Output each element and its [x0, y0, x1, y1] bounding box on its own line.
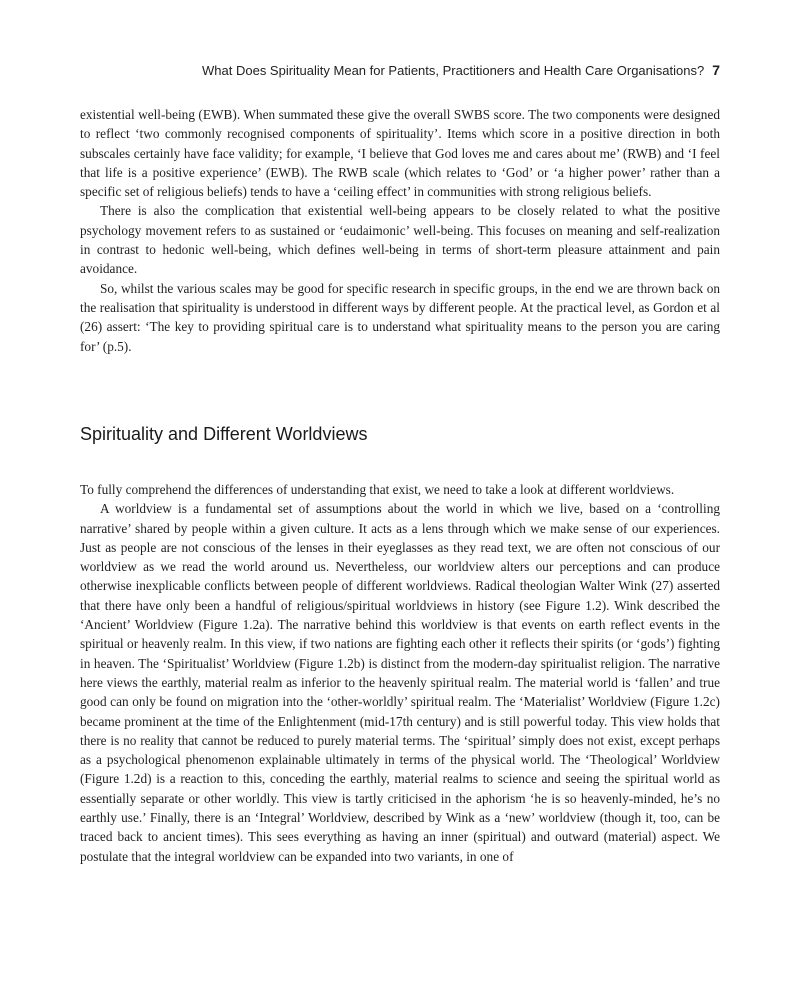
section-text-block: [80, 480, 720, 866]
paragraph: To fully comprehend the differences of understanding that exist, we need to take a look at different worldviews.: [80, 482, 675, 497]
running-title: What Does Spirituality Mean for Patients, Practitioners and Health Care Organisations?: [202, 63, 705, 78]
paragraph: existential well-being (EWB). When summated these give the overall SWBS score. The two components were designed to reflect ‘two commonly recognised components of spirituality’. Items which score in a positive direction in both subscales certainly have face validity; for example, ‘I believe that God loves me and cares about me’ (RWB) and ‘I feel that life is a positive experience’ (EWB). The RWB scale (which relates to ‘God’ or ‘a higher power’ rather than a specific set of religious beliefs) tends to have a ‘ceiling effect’ in communities with strong religious beliefs.: [80, 107, 720, 200]
paragraph: So, whilst the various scales may be good for specific research in specific groups, in the end we are thrown back on the realisation that spirituality is understood in different ways by different people. At the practical level, as Gordon et al (26) assert: ‘The key to providing spiritual care is to understand what spirituality means to the person you are caring for’ (p.5).: [80, 280, 720, 354]
paragraph: A worldview is a fundamental set of assumptions about the world in which we live, based on a ‘controlling narrative’ shared by people within a given culture. It acts as a lens through which we make sense of our experiences. Just as people are not conscious of the lenses in their eyeglasses as they read text, we are often not conscious of our worldview as we read the world around us. Nevertheless, our worldview alters our perceptions and can produce otherwise inexplicable conflicts between people of different worldviews. Radical theologian Walter Wink (27) asserted that there have only been a handful of religious/spiritual worldviews in history (see Figure 1.2). Wink described the ‘Ancient’ Worldview (Figure 1.2a). The narrative behind this worldview is that events on earth reflect events in the spiritual or heavenly realm. In this view, if two nations are fighting each other it reflects their spirits (or ‘gods’) fighting in heaven. The ‘Spiritualist’ Worldview (Figure 1.2b) is distinct from the modern-day spiritualist religion. The narrative here views the earthly, material realm as inferior to the heavenly spiritual realm. The material world is ‘fallen’ and true good can only be found on migration into the ‘other-worldly’ spiritual realm. The ‘Materialist’ Worldview (Figure 1.2c) became prominent at the time of the Enlightenment (mid-17th century) and is still powerful today. This view holds that there is no reality that cannot be reduced to purely material terms. The ‘spiritual’ simply does not exist, except perhaps as a psychological phenomenon explainable ultimately in terms of the physical world. The ‘Theological’ Worldview (Figure 1.2d) is a reaction to this, conceding the earthly, material realms to science and seeing the spiritual world as essentially separate or other worldly. This view is tartly criticised in the aphorism ‘he is so heavenly-minded, he’s no earthly use.’ Finally, there is an ‘Integral’ Worldview, described by Wink as a ‘new’ worldview (though it, too, can be traced back to ancient times). This sees everything as having an inner (spiritual) and outward (material) aspect. We postulate that the integral worldview can be expanded into two variants, in one of: [80, 501, 720, 864]
page-number: 7: [712, 62, 720, 78]
running-header: [80, 62, 720, 78]
section-heading: Spirituality and Different Worldviews: [80, 424, 368, 444]
intro-text-block: [80, 105, 720, 356]
paragraph: There is also the complication that existential well-being appears to be closely related to what the positive psychology movement refers to as sustained or ‘eudaimonic’ well-being. This focuses on meaning and self-realization in contrast to hedonic well-being, which defines well-being in terms of short-term pleasure attainment and pain avoidance.: [80, 203, 720, 277]
